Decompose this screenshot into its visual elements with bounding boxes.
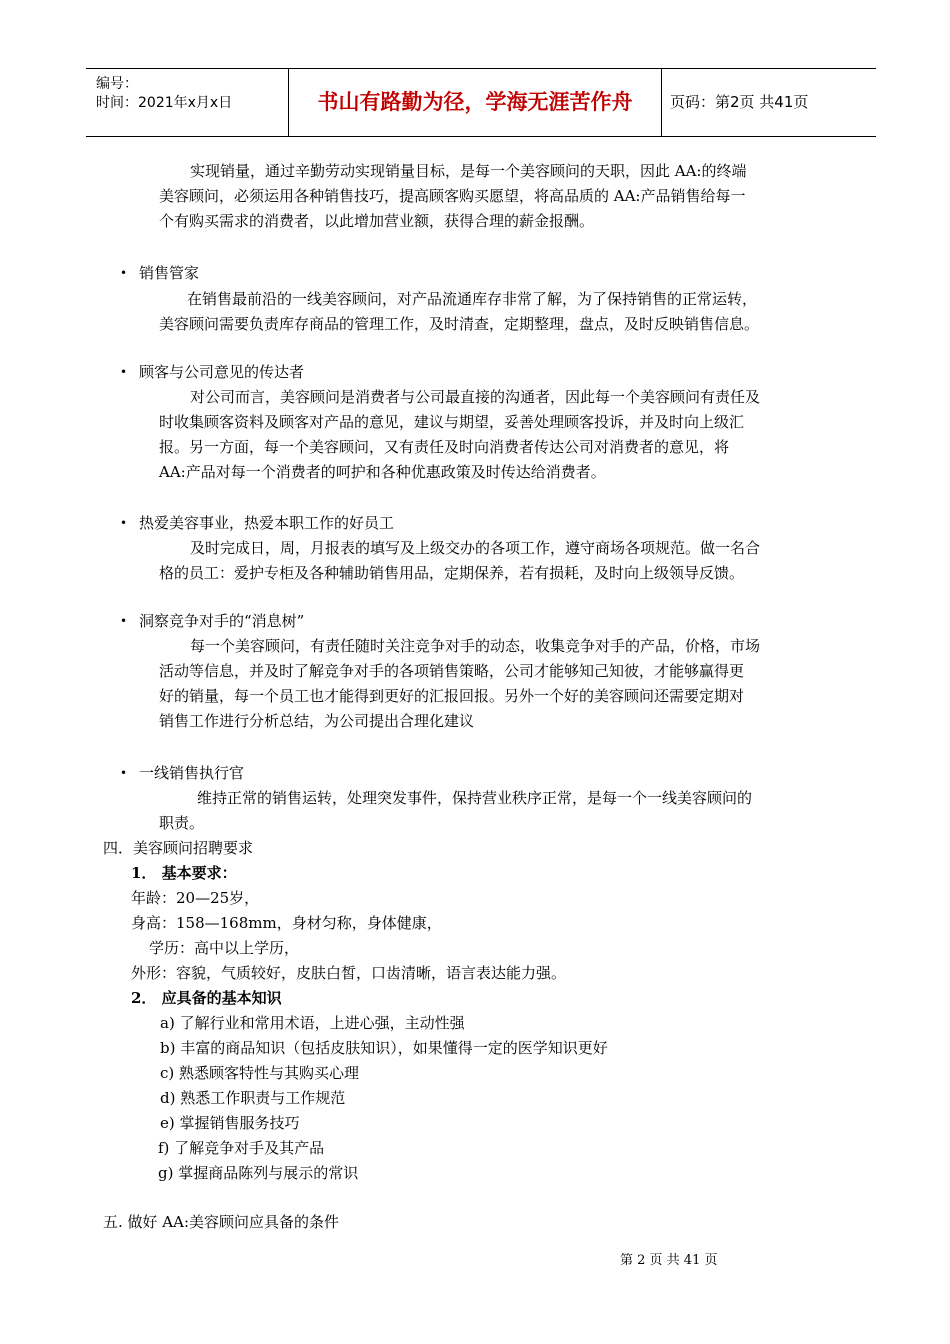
requirements-heading: 四．美容顾问招聘要求 <box>103 839 254 857</box>
document-number: 编号： <box>96 76 138 92</box>
knowledge-item: c) 熟悉顾客特性与其购买心理 <box>160 1064 360 1082</box>
section-line: 维持正常的销售运转，处理突发事件，保持营业秩序正常，是每一个一线美容顾问的 <box>197 789 753 807</box>
bullet-icon: • <box>120 766 128 780</box>
section-line: 格的员工：爱护专柜及各种辅助销售用品，定期保养，若有损耗，及时向上级领导反馈。 <box>159 564 745 582</box>
section-line: 活动等信息，并及时了解竞争对手的各项销售策略，公司才能够知己知彼，才能够赢得更 <box>159 662 745 680</box>
knowledge-title: 2． 应具备的基本知识 <box>131 989 282 1007</box>
section-title: 销售管家 <box>139 264 200 282</box>
intro-line: 实现销量，通过辛勤劳动实现销量目标，是每一个美容顾问的天职，因此 AA:的终端 <box>190 162 747 180</box>
section-line: AA:产品对每一个消费者的呵护和各种优惠政策及时传达给消费者。 <box>159 463 606 481</box>
section-line: 美容顾问需要负责库存商品的管理工作，及时清查，定期整理，盘点，及时反映销售信息。 <box>159 315 760 333</box>
section-line: 时收集顾客资料及顾客对产品的意见，建议与期望，妥善处理顾客投诉，并及时向上级汇 <box>159 413 745 431</box>
knowledge-item: b) 丰富的商品知识（包括皮肤知识），如果懂得一定的医学知识更好 <box>160 1039 608 1057</box>
intro-line: 美容顾问，必须运用各种销售技巧，提高顾客购买愿望，将高品质的 AA:产品销售给每一 <box>159 187 746 205</box>
knowledge-item: g) 掌握商品陈列与展示的常识 <box>158 1164 359 1182</box>
header-page-number: 页码：第2页 共41页 <box>670 93 809 111</box>
next-section-heading: 五. 做好 AA:美容顾问应具备的条件 <box>103 1213 340 1231</box>
section-title: 洞察竞争对手的“消息树” <box>139 612 305 630</box>
knowledge-item: d) 熟悉工作职责与工作规范 <box>160 1089 346 1107</box>
requirement-item: 学历：高中以上学历， <box>149 939 300 957</box>
requirement-item: 外形：容貌，气质较好，皮肤白皙，口齿清晰，语言表达能力强。 <box>131 964 567 982</box>
basic-requirements-title: 1． 基本要求： <box>131 864 237 882</box>
section-line: 职责。 <box>159 814 205 832</box>
bullet-icon: • <box>120 266 128 280</box>
section-line: 报。另一方面，每一个美容顾问，又有责任及时向消费者传达公司对消费者的意见，将 <box>159 438 730 456</box>
section-line: 在销售最前沿的一线美容顾问，对产品流通库存非常了解，为了保持销售的正常运转， <box>187 290 758 308</box>
section-line: 对公司而言，美容顾问是消费者与公司最直接的沟通者，因此每一个美容顾问有责任及 <box>190 388 761 406</box>
section-title: 热爱美容事业，热爱本职工作的好员工 <box>139 514 395 532</box>
page-header <box>86 68 876 137</box>
knowledge-item: e) 掌握销售服务技巧 <box>160 1114 300 1132</box>
bullet-icon: • <box>120 614 128 628</box>
requirement-item: 年龄：20—25岁， <box>131 889 260 907</box>
header-motto: 书山有路勤为径，学海无涯苦作舟 <box>288 69 662 136</box>
knowledge-item: f) 了解竞争对手及其产品 <box>158 1139 325 1157</box>
header-meta <box>86 69 288 136</box>
document-time: 时间：2021年x月x日 <box>96 95 233 111</box>
bullet-icon: • <box>120 516 128 530</box>
page-footer: 第 2 页 共 41 页 <box>620 1253 718 1268</box>
section-line: 好的销量，每一个员工也才能得到更好的汇报回报。另外一个好的美容顾问还需要定期对 <box>159 687 745 705</box>
intro-line: 个有购买需求的消费者，以此增加营业额，获得合理的薪金报酬。 <box>159 212 595 230</box>
requirement-item: 身高：158—168mm，身材匀称，身体健康， <box>131 914 442 932</box>
bullet-icon: • <box>120 365 128 379</box>
section-line: 每一个美容顾问，有责任随时关注竞争对手的动态，收集竞争对手的产品，价格，市场 <box>190 637 761 655</box>
section-title: 一线销售执行官 <box>139 764 245 782</box>
section-line: 销售工作进行分析总结，为公司提出合理化建议 <box>159 712 475 730</box>
knowledge-item: a) 了解行业和常用术语，上进心强，主动性强 <box>160 1014 465 1032</box>
section-title: 顾客与公司意见的传达者 <box>139 363 305 381</box>
section-line: 及时完成日，周，月报表的填写及上级交办的各项工作，遵守商场各项规范。做一名合 <box>190 539 761 557</box>
